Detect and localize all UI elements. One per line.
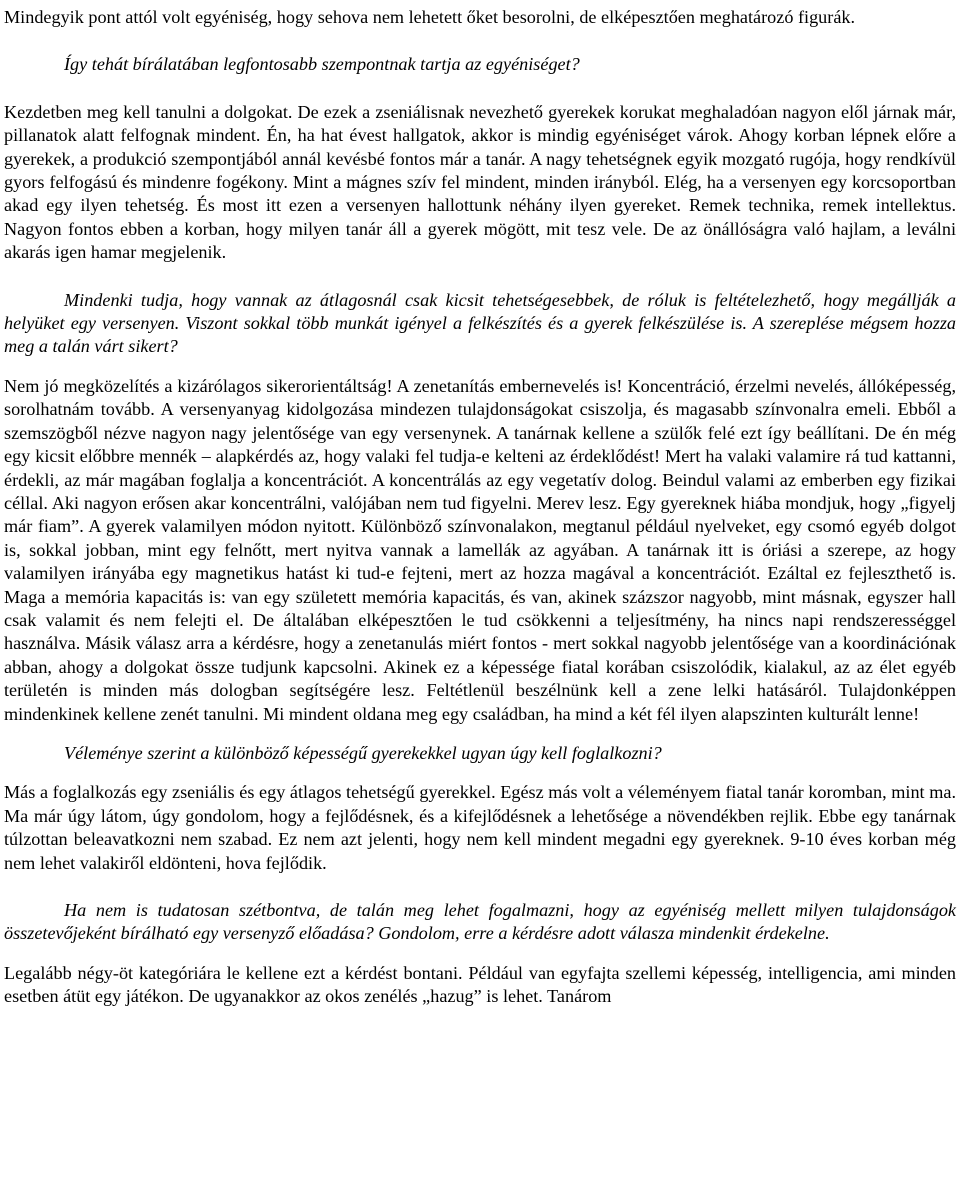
interview-question: Így tehát bírálatában legfontosabb szempontnak tartja az egyéniséget? bbox=[64, 54, 580, 75]
paragraph: Mindegyik pont attól volt egyéniség, hogy sehova nem lehetett őket besorolni, de elképesztően meghatározó figurák. bbox=[4, 7, 856, 27]
paragraph: Nem jó megközelítés a kizárólagos sikerorientáltság! A zenetanítás embernevelés is! Koncentráció, érzelmi nevelés, állóképesség, sorolhatnám tovább. A versenyanyag kidolgozása mindezen tulajdonságokat csiszolja, és magasabb színvonalra emeli. Ebből a szemszögből nézve nagyon nagy jelentősége van egy versenynek. A tanárnak kellene a szülők felé ezt így beállítani. De én még egy kicsit előbbre mennék – alapkérdés az, hogy valaki fel tudja-e kelteni az érdeklődést! Mert ha valaki valamire rá tud kattanni, érdekli, az már magában foglalja a koncentrációt. A koncentrálás az egy vegetatív dolog. Beindul valami az emberben egy fizikai céllal. Aki nagyon erősen akar koncentrálni, valójában nem tud figyelni. Merev lesz. Egy gyereknek hiába mondjuk, hogy „figyelj már fiam”. A gyerek valamilyen módon nyitott. Különböző színvonalakon, megtanul például nyelveket, egy csomó egyéb dolgot is, sokkal jobban, mint egy felnőtt, mert nyitva vannak a lamellák az agyában. A tanárnak itt is óriási a szerepe, az hogy valamilyen irányába egy magnetikus hatást ki tud-e fejteni, mert az hozza magával a koncentrációt. Ezáltal ez fejleszthető is. Maga a memória kapacitás is: van egy született memória kapacitás, és van, akinek százszor nagyobb, mint másnak, egyszer hall csak valamit és nem felejti el. De általában elképesztően le tud csökkenni a teljesítmény, ha nincs napi rendszerességgel használva. Másik válasz arra a kérdésre, hogy a zenetanulás miért fontos - mert sokkal nagyobb jelentősége van a koordinációnak abban, ahogy a dolgokat össze tudjunk kapcsolni. Akinek ez a képessége fiatal korában csiszolódik, kialakul, az az élet egyéb területén is minden más dologban segítségére lesz. Feltétlenül beszélnünk kell a zene lelki hatásáról. Tulajdonképpen mindenkinek kellene zenét tanulni. Mi mindent oldana meg egy családban, ha mind a két fél ilyen alapszinten kulturált lenne! bbox=[4, 375, 956, 724]
interview-question: Véleménye szerint a különböző képességű gyerekekkel ugyan úgy kell foglalkozni? bbox=[64, 742, 662, 763]
paragraph: Kezdetben meg kell tanulni a dolgokat. De ezek a zseniálisnak nevezhető gyerekek korukat meghaladóan nagyon elől járnak már, pillanatok alatt felfognak mindent. Én, ha hat évest hallgatok, akkor is mindig egyéniséget várok. Ahogy korban lépnek előre a gyerekek, a produkció szempontjából annál kevésbé fontos már a tanár. A nagy tehetségnek egyik mozgató rugója, hogy rendkívül gyors felfogású és mindenre fogékony. Mint a mágnes szív fel mindent, minden irányból. Elég, ha a versenyen egy korcsoportban akad egy ilyen tehetség. És most itt ezen a versenyen hallottunk néhány ilyen gyereket. Remek technika, remek intellektus. Nagyon fontos ebben a korban, hogy milyen tanár áll a gyerek mögött, mit tesz vele. De az önállóságra való hajlam, a leválni akarás igen hamar megjelenik. bbox=[4, 101, 956, 263]
interview-question: Ha nem is tudatosan szétbontva, de talán meg lehet fogalmazni, hogy az egyéniség mellett milyen tulajdonságok összetevőjeként bírálható egy versenyző előadása? Gondolom, erre a kérdésre adott válasza mindenkit érdekelne. bbox=[4, 900, 956, 944]
paragraph: Legalább négy-öt kategóriára le kellene ezt a kérdést bontani. Például van egyfajta szellemi képesség, intelligencia, ami minden esetben átüt egy játékon. De ugyanakkor az okos zenélés „hazug” is lehet. Tanárom bbox=[4, 962, 956, 1007]
paragraph: Más a foglalkozás egy zseniális és egy átlagos tehetségű gyerekkel. Egész más volt a véleményem fiatal tanár koromban, mint ma. Ma már úgy látom, úgy gondolom, hogy a fejlődésnek, és a kifejlődésnek a lehetősége a növendékben rejlik. Ebbe egy tanárnak túlzottan beleavatkozni nem szabad. Ez nem azt jelenti, hogy nem kell mindent megadni egy gyereknek. 9-10 éves korban még nem lehet valakiről eldönteni, hova fejlődik. bbox=[4, 782, 956, 873]
interview-question: Mindenki tudja, hogy vannak az átlagosnál csak kicsit tehetségesebbek, de róluk is feltételezhető, hogy megállják a helyüket egy versenyen. Viszont sokkal több munkát igényel a felkészítés és a gyerek felkészülése is. A szereplése mégsem hozza meg a talán várt sikert? bbox=[4, 289, 956, 357]
